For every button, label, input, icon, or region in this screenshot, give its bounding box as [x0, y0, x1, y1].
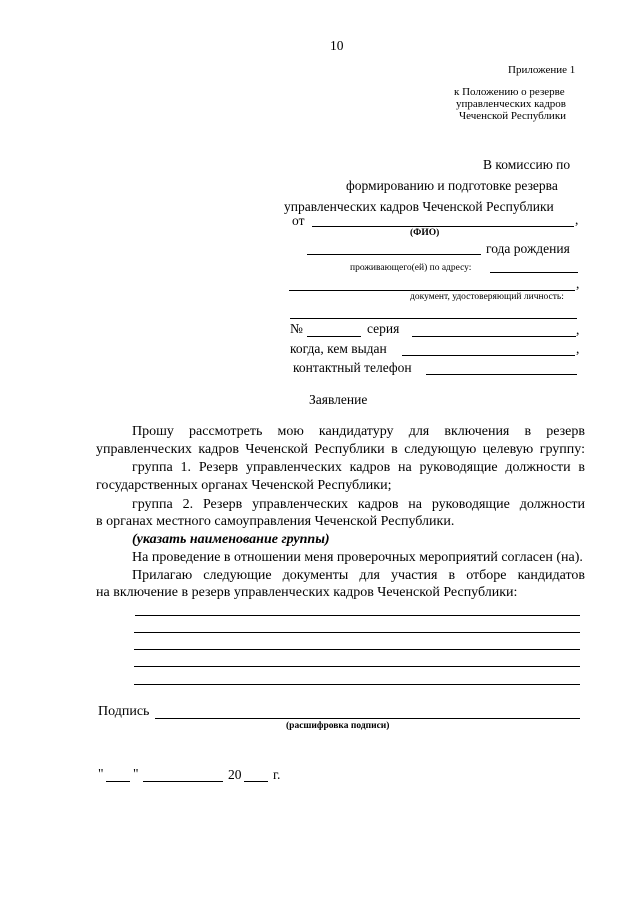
document-field[interactable]	[290, 318, 577, 319]
doc-line-4[interactable]	[134, 666, 580, 667]
body-p1-line2: управленческих кадров Чеченской Республики в следующую целевую группу:	[96, 442, 585, 457]
date-open-quote: "	[98, 766, 104, 781]
residence-field-2[interactable]	[289, 290, 575, 291]
appendix-ref-line3: Чеченской Республики	[459, 110, 567, 122]
appendix-title: Приложение 1	[508, 64, 576, 76]
series-field[interactable]	[412, 336, 576, 337]
number-field[interactable]	[307, 336, 361, 337]
issued-label: когда, кем выдан	[290, 341, 387, 356]
document-caption: документ, удостоверяющий личность:	[410, 292, 564, 302]
doc-line-1[interactable]	[135, 615, 580, 616]
birth-label: года рождения	[486, 241, 570, 256]
body-group2-line2: в органах местного самоуправления Чеченской Республики.	[96, 514, 455, 529]
issued-field[interactable]	[402, 355, 575, 356]
fio-comma: ,	[575, 212, 579, 227]
signature-field[interactable]	[155, 718, 580, 719]
phone-field[interactable]	[426, 374, 577, 375]
body-group1-line1: группа 1. Резерв управленческих кадров на руководящие должности в	[132, 460, 585, 475]
body-group2-line1: группа 2. Резерв управленческих кадров на руководящие должности	[132, 497, 585, 512]
addressee-line1: В комиссию по	[483, 157, 571, 172]
date-year-prefix: 20	[228, 767, 242, 782]
fio-field[interactable]	[312, 226, 574, 227]
number-label: №	[290, 321, 303, 336]
page-number: 10	[330, 38, 344, 53]
date-close-quote: "	[133, 766, 139, 781]
body-group1-line2: государственных органах Чеченской Республики;	[96, 478, 392, 493]
residence-label: проживающего(ей) по адресу:	[350, 263, 472, 273]
doc-line-5[interactable]	[134, 684, 580, 685]
group-note: (указать наименование группы)	[132, 532, 330, 547]
date-year-suffix: г.	[273, 767, 281, 782]
doc-line-2[interactable]	[134, 632, 580, 633]
residence-comma: ,	[576, 276, 580, 291]
addressee-line3: управленческих кадров Чеченской Республики	[284, 199, 554, 214]
date-day-field[interactable]	[106, 781, 130, 782]
birth-year-field[interactable]	[307, 254, 481, 255]
signature-caption: (расшифровка подписи)	[286, 721, 390, 731]
signature-label: Подпись	[98, 704, 150, 719]
appendix-ref-line2: управленческих кадров	[456, 98, 566, 110]
addressee-line2: формированию и подготовке резерва	[346, 178, 558, 193]
date-year-field[interactable]	[244, 781, 268, 782]
body-p1-line1: Прошу рассмотреть мою кандидатуру для включения в резерв	[132, 424, 585, 439]
statement-title: Заявление	[309, 392, 368, 407]
date-month-field[interactable]	[143, 781, 223, 782]
series-label: серия	[367, 321, 400, 336]
series-comma: ,	[576, 322, 580, 337]
consent-text: На проведение в отношении меня проверочных мероприятий согласен (на).	[132, 550, 583, 565]
attach-line2: на включение в резерв управленческих кадров Чеченской Республики:	[96, 585, 518, 600]
attach-line1: Прилагаю следующие документы для участия в отборе кандидатов	[132, 568, 585, 583]
fio-caption: (ФИО)	[410, 228, 440, 238]
issued-comma: ,	[576, 341, 580, 356]
residence-field-1[interactable]	[490, 272, 578, 273]
from-label: от	[292, 213, 305, 228]
doc-line-3[interactable]	[134, 649, 580, 650]
appendix-ref-line1: к Положению о резерве	[454, 86, 565, 98]
phone-label: контактный телефон	[293, 360, 412, 375]
